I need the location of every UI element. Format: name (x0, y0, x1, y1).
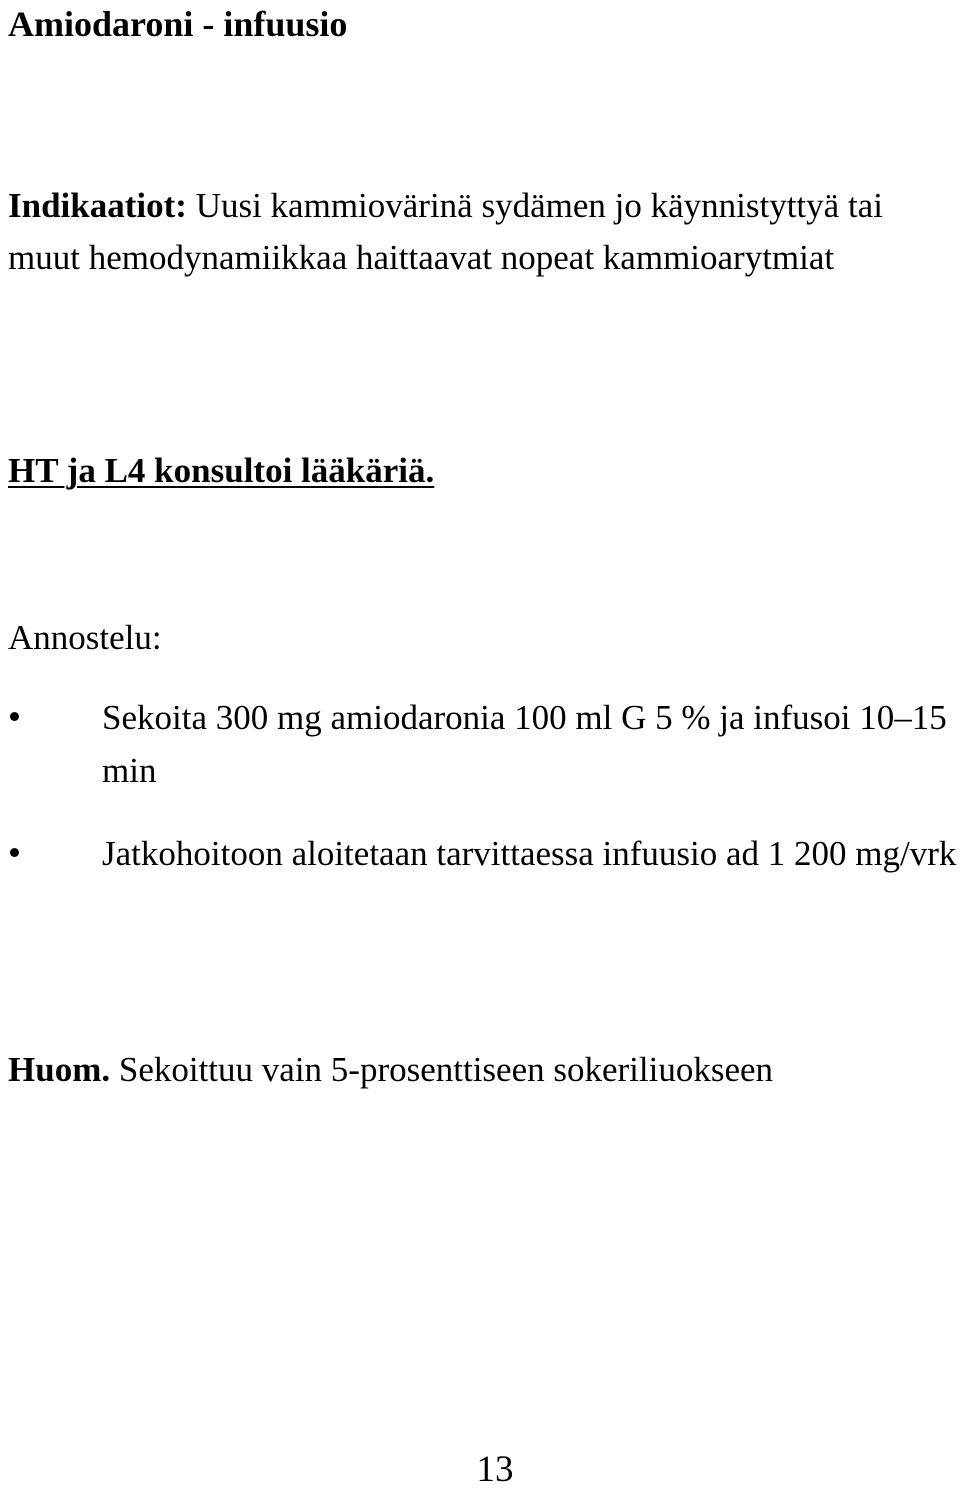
consult-notice: HT ja L4 konsultoi lääkäriä. (8, 451, 435, 490)
dosing-heading: Annostelu: (8, 618, 162, 657)
page-title: Amiodaroni - infuusio (8, 4, 348, 44)
note-label: Huom. (8, 1050, 111, 1089)
dosing-list-item: Sekoita 300 mg amiodaronia 100 ml G 5 % ja infusoi 10–15 min (102, 698, 947, 790)
indications-label: Indikaatiot: (8, 186, 187, 225)
bullet-icon (10, 712, 19, 721)
note-paragraph (8, 1046, 773, 1094)
bullet-icon (10, 848, 19, 857)
page-number: 13 (476, 1449, 514, 1490)
indications-text: Uusi kammiovärinä sydämen jo käynnistyttyä tai muut hemodynamiikkaa haittaavat nopeat kammioarytmiat (8, 186, 883, 277)
dosing-list-item: Jatkohoitoon aloitetaan tarvittaessa infuusio ad 1 200 mg/vrk (102, 834, 957, 873)
note-text: Sekoittuu vain 5-prosenttiseen sokeriliuokseen (110, 1050, 774, 1089)
indications-paragraph (8, 180, 956, 284)
